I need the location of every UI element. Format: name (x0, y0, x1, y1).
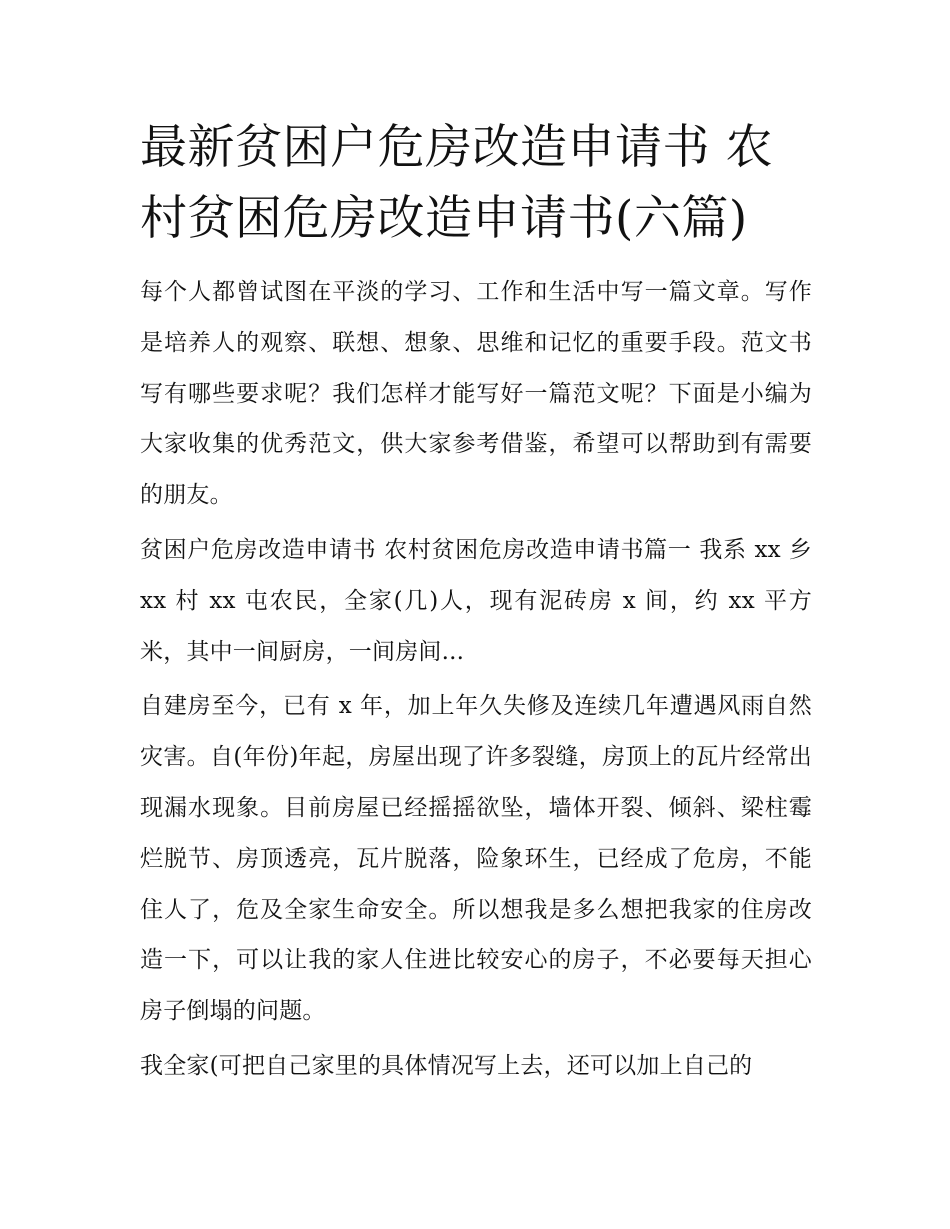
paragraph-article-one: 贫困户危房改造申请书 农村贫困危房改造申请书篇一 我系 xx 乡 xx 村 xx 屯农民，全家(几)人，现有泥砖房 x 间，约 xx 平方米，其中一间厨房，一间房间... (140, 536, 812, 665)
paragraph-family: 我全家(可把自己家里的具体情况写上去，还可以加上自己的 (140, 1052, 753, 1079)
document-title: 最新贫困户危房改造申请书 农村贫困危房改造申请书(六篇) (140, 120, 773, 246)
paragraph-house-condition: 自建房至今，已有 x 年，加上年久失修及连续几年遭遇风雨自然灾害。自(年份)年起，房屋出现了许多裂缝，房顶上的瓦片经常出现漏水现象。目前房屋已经摇摇欲坠，墙体开裂、倾斜、梁柱霉烂脱节、房顶透亮，瓦片脱落，险象环生，已经成了危房，不能住人了，危及全家生命安全。所以想我是多么想把我家的住房改造一下，可以让我的家人住进比较安心的房子，不必要每天担心房子倒塌的问题。 (140, 693, 812, 1025)
paragraph-intro: 每个人都曾试图在平淡的学习、工作和生活中写一篇文章。写作是培养人的观察、联想、想象、思维和记忆的重要手段。范文书写有哪些要求呢？我们怎样才能写好一篇范文呢？下面是小编为大家收集的优秀范文，供大家参考借鉴，希望可以帮助到有需要的朋友。 (140, 279, 812, 509)
document-page (140, 112, 812, 1092)
